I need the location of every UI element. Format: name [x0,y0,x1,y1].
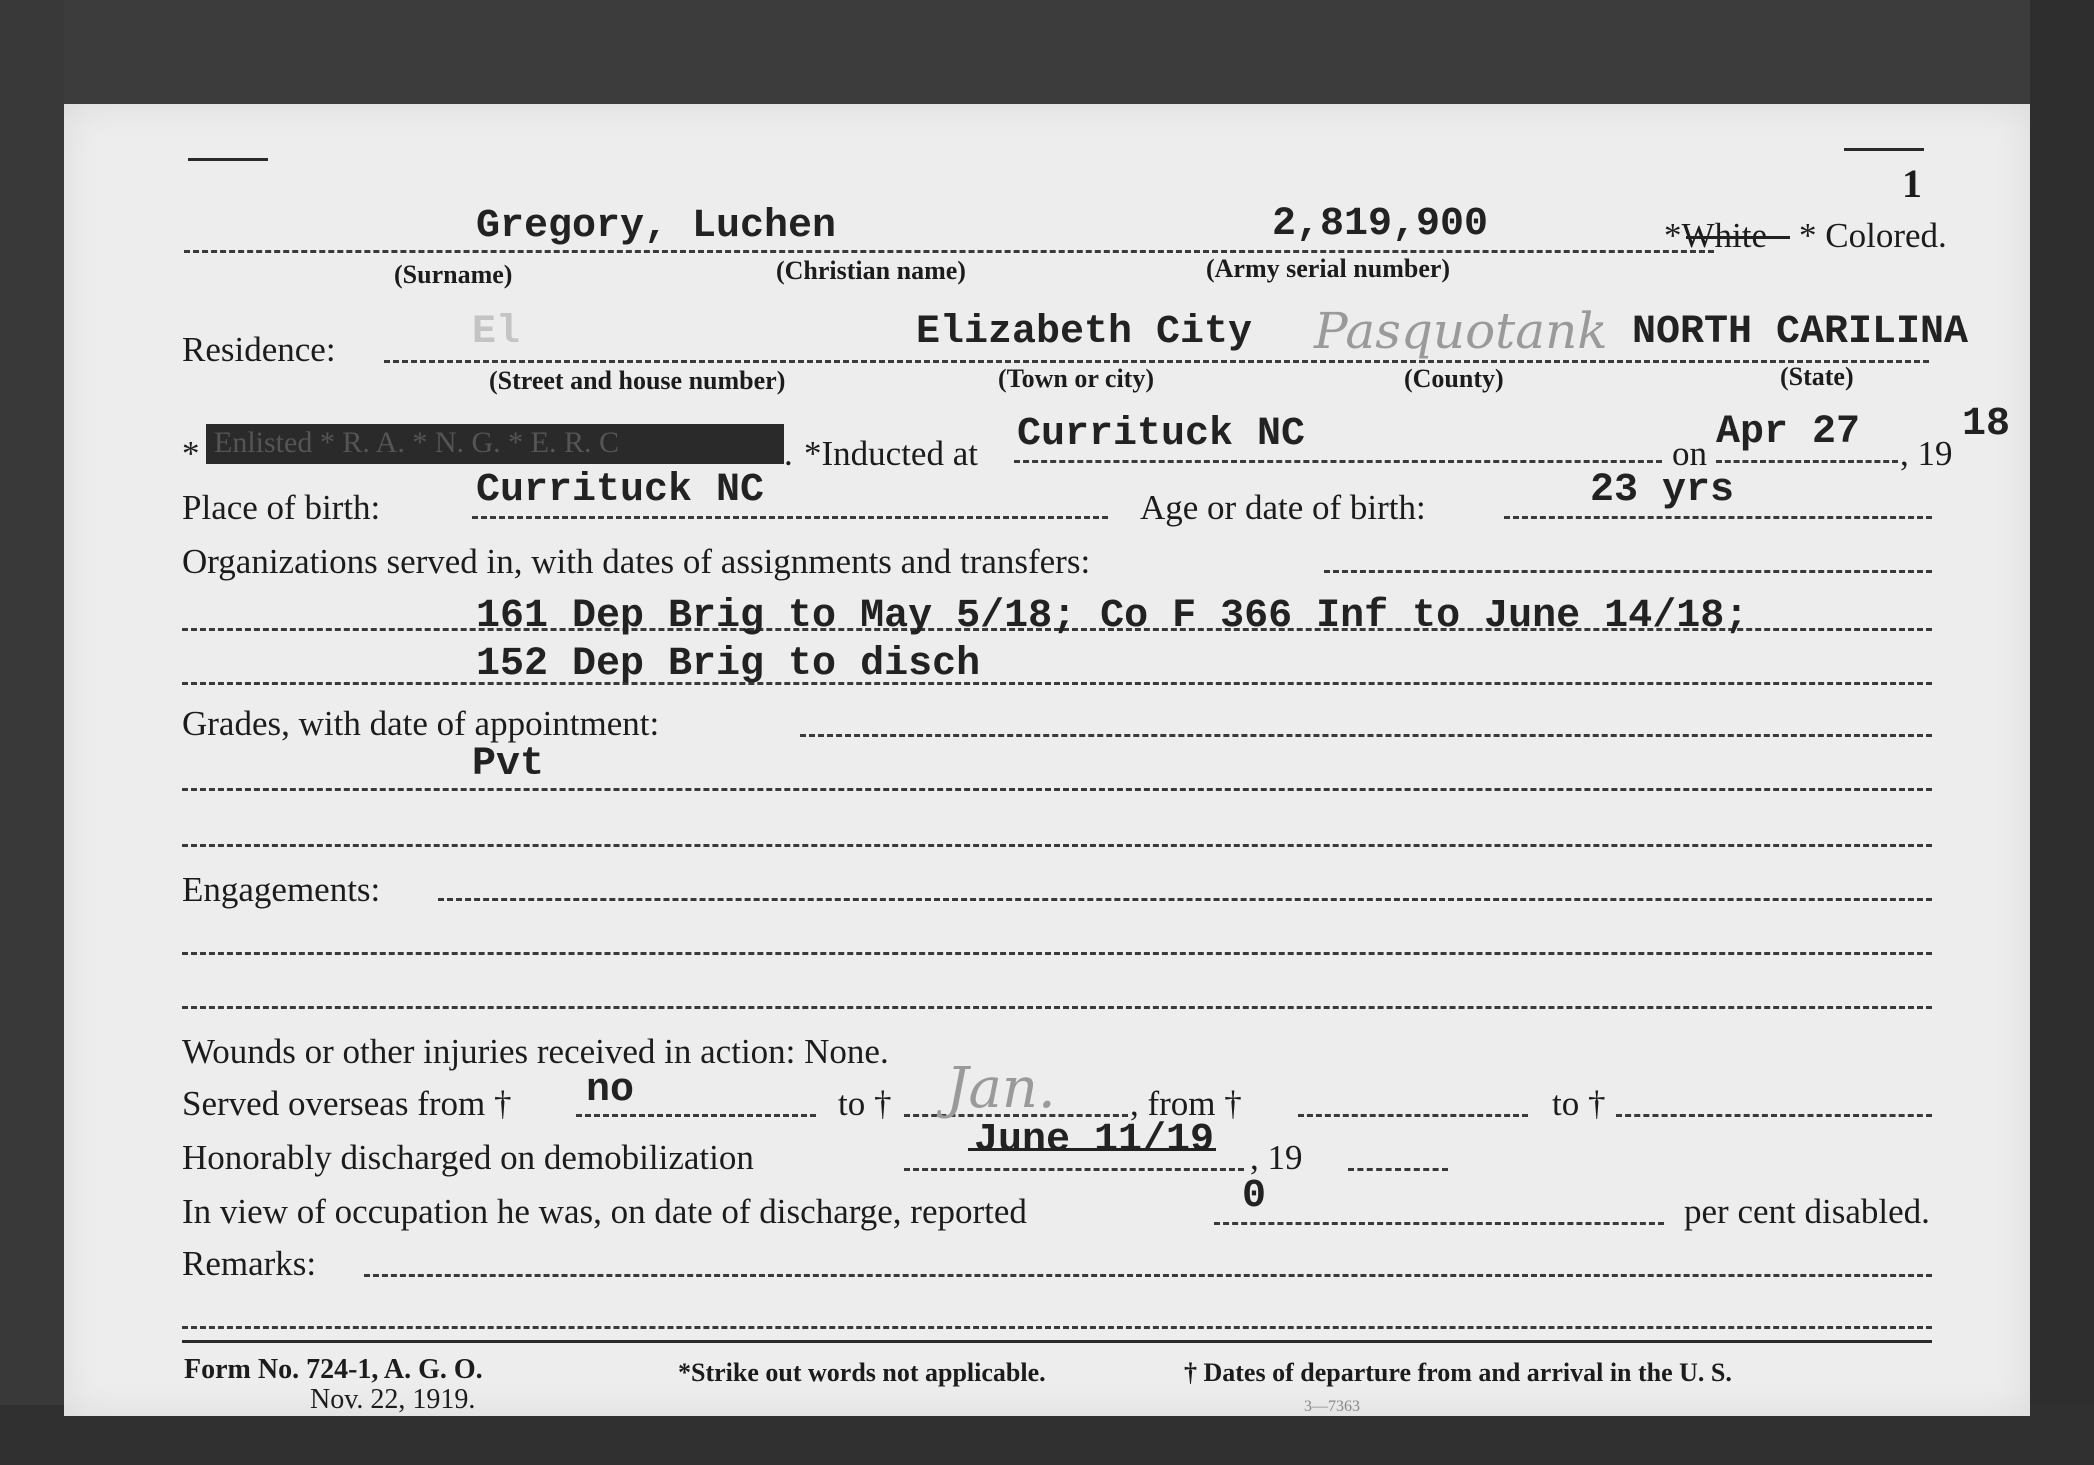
discharge-year-prefix: , 19 [1250,1138,1303,1177]
residence-town: Elizabeth City [916,310,1253,355]
grades-label: Grades, with date of appointment: [182,704,660,743]
organizations-entry-2: 152 Dep Brig to disch [476,642,981,687]
overseas-to-label: to † [838,1084,892,1123]
birth-place: Currituck NC [476,468,765,513]
christian-name-caption: (Christian name) [776,256,966,285]
occupation-label: In view of occupation he was, on date of discharge, reported [182,1192,1027,1231]
discharge-date: June 11/19 [974,1118,1215,1163]
grades-line-0 [800,734,1932,737]
overseas-handwritten: Jan. [946,1056,1056,1121]
inducted-place-line [1014,460,1662,463]
age-label: Age or date of birth: [1140,488,1426,527]
county-caption: (County) [1404,364,1504,393]
age-line [1504,516,1932,519]
organizations-entry-1: 161 Dep Brig to May 5/18; Co F 366 Inf to June 14/18; [476,594,1749,639]
birth-label: Place of birth: [182,488,381,527]
inducted-date: Apr 27 [1716,410,1861,455]
enlisted-redaction: Enlisted * R. A. * N. G. * E. R. C [206,424,784,464]
residence-label: Residence: [182,330,336,369]
page-number: 1 [1902,161,1922,206]
scan-background-right [2030,0,2094,1465]
wounds-label: Wounds or other injuries received in action: None. [182,1032,889,1071]
grades-line-1 [182,788,1932,791]
organizations-line-0 [1324,570,1932,573]
grades-line-2 [182,844,1932,847]
overseas-from-value: no [586,1068,635,1113]
serial-number: 2,819,900 [1272,202,1489,247]
scan-background-top [0,0,2094,110]
remarks-line-0 [364,1274,1932,1277]
surname-caption: (Surname) [394,260,513,289]
inducted-date-line [1716,460,1898,463]
inducted-year: 18 [1962,402,2011,447]
discharge-label: Honorably discharged on demobilization [182,1138,754,1177]
grade-value: Pvt [472,742,545,787]
remarks-label: Remarks: [182,1244,317,1283]
discharge-year-line [1348,1168,1448,1171]
footer-rule [182,1340,1932,1343]
residence-state: NORTH CARILINA [1632,310,1969,355]
top-left-rule [188,158,268,161]
strike-note: *Strike out words not applicable. [678,1358,1046,1387]
residence-line [384,360,1929,363]
engagements-line-1 [182,952,1932,955]
engagements-line-0 [438,898,1932,901]
soldier-name: Gregory, Luchen [476,204,837,249]
town-caption: (Town or city) [998,364,1154,393]
discharge-date-line [904,1168,1244,1171]
remarks-line-1 [182,1326,1932,1329]
service-record-card [64,104,2030,1416]
second-to-label: to † [1552,1084,1606,1123]
age-value: 23 yrs [1590,468,1735,513]
enlisted-period: . [784,434,793,473]
on-label: on [1672,434,1707,473]
discharge-date-strikeout [968,1148,1216,1151]
residence-street: El [472,310,521,355]
overseas-from-line [576,1114,816,1117]
year-prefix: , 19 [1900,434,1953,473]
form-number: Form No. 724-1, A. G. O. [184,1354,483,1385]
disabled-percent-line [1214,1222,1664,1225]
state-caption: (State) [1780,362,1854,391]
second-from-label: , from † [1130,1084,1242,1123]
inducted-label: *Inducted at [804,434,978,473]
second-to-line [1616,1114,1932,1117]
birth-place-line [472,516,1108,519]
engagements-label: Engagements: [182,870,381,909]
engagements-line-2 [182,1006,1932,1009]
form-date: Nov. 22, 1919. [310,1384,476,1415]
second-from-line [1298,1114,1528,1117]
inducted-place: Currituck NC [1017,412,1306,457]
top-right-rule [1844,148,1924,151]
name-line [184,250,1714,253]
bottom-code: 3—7363 [1304,1398,1360,1415]
dates-note: † Dates of departure from and arrival in the U. S. [1184,1358,1732,1387]
disabled-suffix: per cent disabled. [1684,1192,1930,1231]
race-colored-option: * Colored. [1799,216,1947,255]
overseas-label: Served overseas from † [182,1084,512,1123]
race-white-option: *White [1664,216,1768,255]
disabled-percent: 0 [1242,1174,1267,1219]
street-caption: (Street and house number) [489,366,786,395]
serial-caption: (Army serial number) [1206,254,1451,283]
enlisted-asterisk: * [182,434,200,473]
residence-county: Pasquotank [1314,302,1608,360]
race-white-strikeout [1686,236,1790,239]
scan-background-left [0,0,64,1465]
organizations-line-2 [182,682,1932,685]
organizations-label: Organizations served in, with dates of assignments and transfers: [182,542,1091,581]
